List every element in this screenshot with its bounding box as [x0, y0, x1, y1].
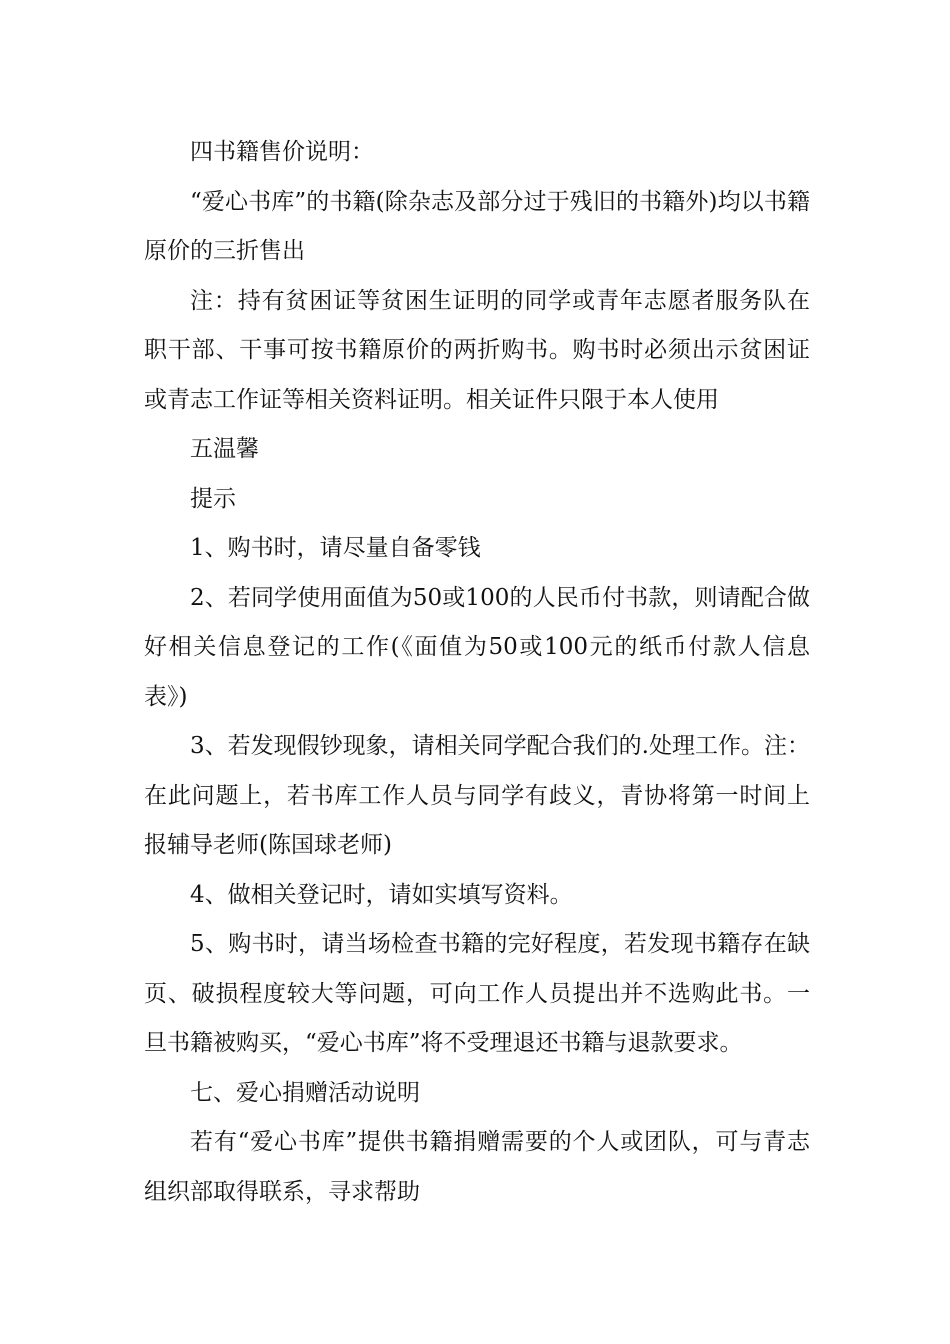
section-heading-tips-continued: 提示 — [190, 485, 236, 512]
list-item-tip-2: 2、若同学使用面值为50或100的人民币付书款，则请配合做好相关信息登记的工作(《面值为50或100元的纸币付款人信息表》) — [144, 584, 810, 710]
list-item-tip-3: 3、若发现假钞现象，请相关同学配合我们的.处理工作。注：在此问题上，若书库工作人员与同学有歧义，青协将第一时间上报辅导老师(陈国球老师) — [144, 733, 810, 858]
document-body — [144, 128, 810, 1217]
paragraph-donation: 若有“爱心书库”提供书籍捐赠需要的个人或团队，可与青志组织部取得联系，寻求帮助 — [144, 1129, 810, 1205]
paragraph-pricing-note: 注：持有贫困证等贫困生证明的同学或青年志愿者服务队在职干部、干事可按书籍原价的两折购书。购书时必须出示贫困证或青志工作证等相关资料证明。相关证件只限于本人使用 — [144, 287, 810, 413]
section-heading-pricing: 四书籍售价说明： — [190, 139, 374, 165]
paragraph-pricing-rule: “爱心书库”的书籍(除杂志及部分过于残旧的书籍外)均以书籍原价的三折售出 — [144, 188, 810, 264]
section-heading-donation: 七、爱心捐赠活动说明 — [190, 1079, 420, 1106]
list-item-tip-4: 4、做相关登记时，请如实填写资料。 — [190, 881, 573, 908]
list-item-tip-1: 1、购书时，请尽量自备零钱 — [190, 535, 481, 561]
section-heading-tips: 五温馨 — [190, 436, 259, 462]
list-item-tip-5: 5、购书时，请当场检查书籍的完好程度，若发现书籍存在缺页、破损程度较大等问题，可向工作人员提出并不选购此书。一旦书籍被购买，“爱心书库”将不受理退还书籍与退款要求。 — [144, 931, 810, 1056]
